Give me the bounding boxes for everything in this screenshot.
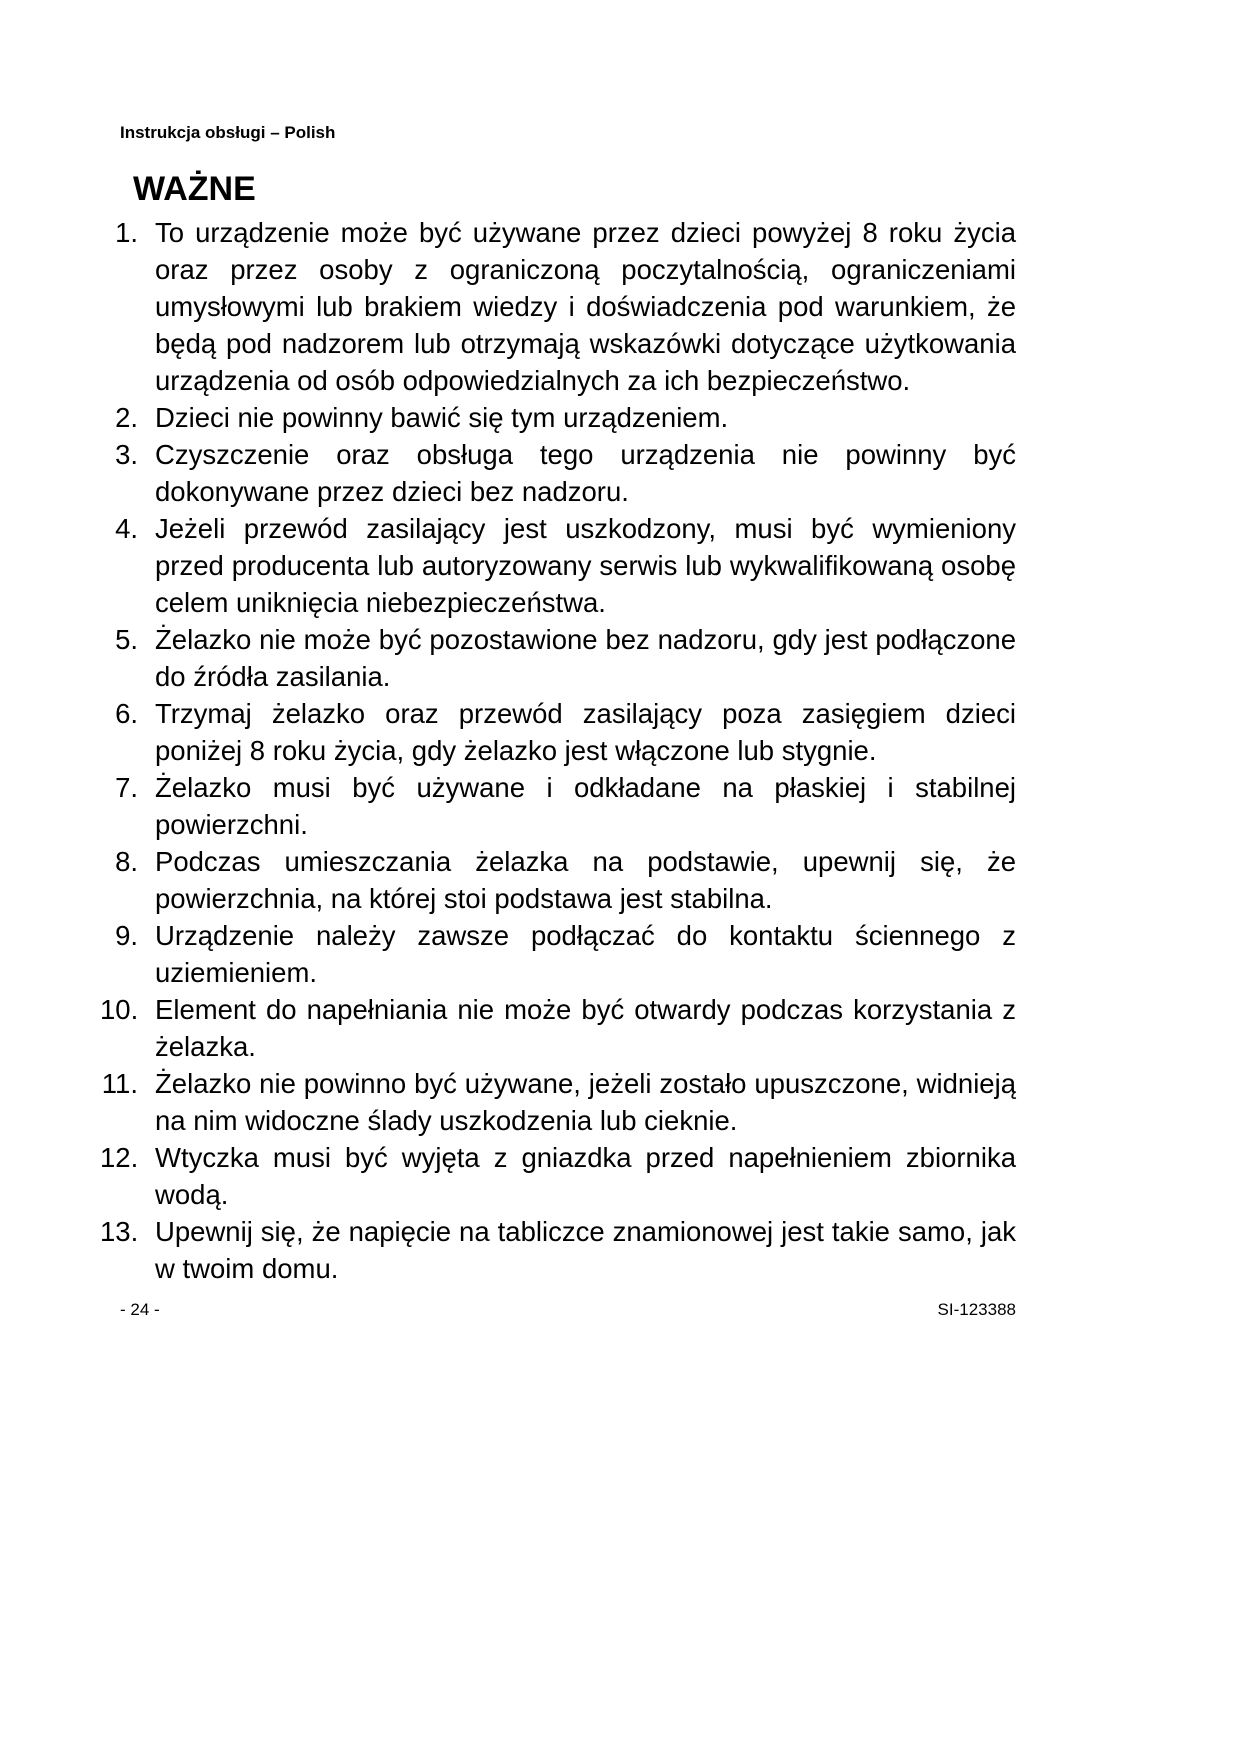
list-item [100,991,1016,1065]
doc-code: SI-123388 [937,1300,1016,1319]
item-text: Element do napełniania nie może być otwardy podczas korzystania z żelazka. [155,994,1016,1062]
item-number: 3. [115,439,138,470]
instruction-list [100,214,1016,1287]
item-text: Urządzenie należy zawsze podłączać do kontaktu ściennego z uziemieniem. [155,920,1016,988]
item-number: 7. [115,772,138,803]
list-item [100,695,1016,769]
item-text: Upewnij się, że napięcie na tabliczce znamionowej jest takie samo, jak w twoim domu. [155,1216,1016,1284]
item-text: Żelazko musi być używane i odkładane na płaskiej i stabilnej powierzchni. [155,772,1016,840]
item-number: 5. [115,624,138,655]
item-number: 8. [115,846,138,877]
page-title: WAŻNE [133,170,256,208]
item-text: Jeżeli przewód zasilający jest uszkodzony, musi być wymieniony przed producenta lub autoryzowany serwis lub wykwalifikowaną osobę celem uniknięcia niebezpieczeństwa. [155,513,1016,618]
item-text: Podczas umieszczania żelazka na podstawie, upewnij się, że powierzchnia, na której stoi podstawa jest stabilna. [155,846,1016,914]
item-number: 4. [115,513,138,544]
item-text: Czyszczenie oraz obsługa tego urządzenia nie powinny być dokonywane przez dzieci bez nadzoru. [155,439,1016,507]
list-item [100,1139,1016,1213]
list-item [100,1065,1016,1139]
list-item [100,621,1016,695]
page-footer [100,1299,1016,1321]
list-item [100,917,1016,991]
item-number: 12. [100,1142,139,1173]
item-number: 10. [100,994,139,1025]
item-text: Dzieci nie powinny bawić się tym urządzeniem. [155,402,729,433]
item-number: 2. [115,402,138,433]
list-item [100,436,1016,510]
item-text: To urządzenie może być używane przez dzieci powyżej 8 roku życia oraz przez osoby z ograniczoną poczytalnością, ograniczeniami umysłowymi lub brakiem wiedzy i doświadczenia pod warunkiem, że będą pod nadzorem lub otrzymają wskazówki dotyczące użytkowania urządzenia od osób odpowiedzialnych za ich bezpieczeństwo. [155,217,1016,396]
item-text: Żelazko nie powinno być używane, jeżeli zostało upuszczone, widnieją na nim widoczne ślady uszkodzenia lub cieknie. [155,1068,1016,1136]
item-number: 13. [100,1216,139,1247]
item-text: Żelazko nie może być pozostawione bez nadzoru, gdy jest podłączone do źródła zasilania. [155,624,1016,692]
item-number: 6. [115,698,138,729]
item-number: 1. [115,217,138,248]
list-item [100,1213,1016,1287]
list-item [100,843,1016,917]
page-number: - 24 - [120,1300,160,1319]
item-text: Trzymaj żelazko oraz przewód zasilający poza zasięgiem dzieci poniżej 8 roku życia, gdy żelazko jest włączone lub stygnie. [155,698,1016,766]
item-number: 11. [101,1068,138,1099]
page-content [100,122,1016,1321]
item-text: Wtyczka musi być wyjęta z gniazdka przed napełnieniem zbiornika wodą. [155,1142,1016,1210]
list-item [100,510,1016,621]
list-item [100,214,1016,399]
document-header: Instrukcja obsługi – Polish [120,123,336,142]
list-item [100,399,1016,436]
item-number: 9. [115,920,138,951]
list-item [100,769,1016,843]
